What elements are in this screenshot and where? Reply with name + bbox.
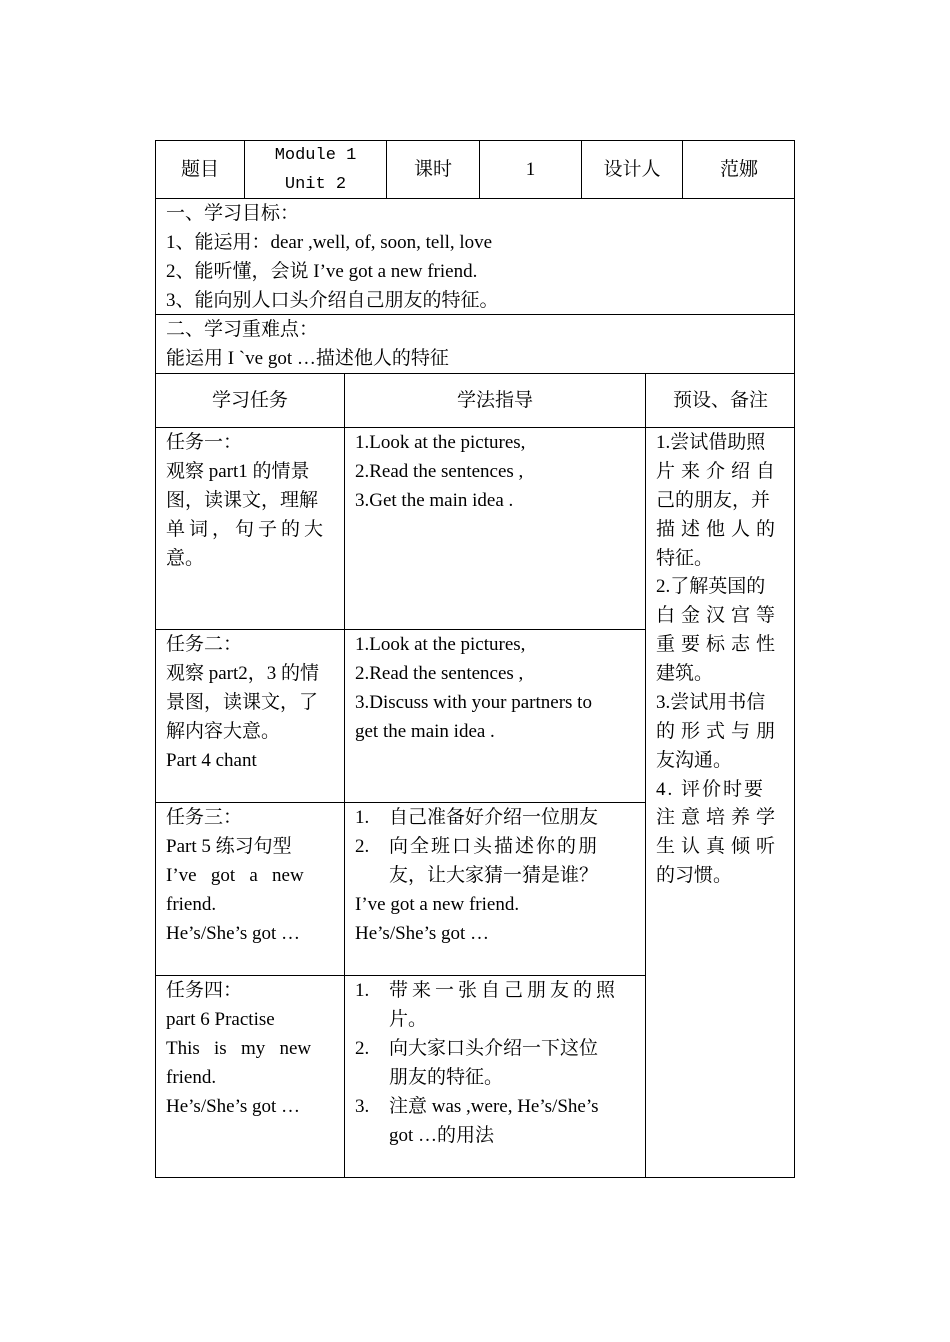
objective-item: 2、能听懂，会说 I’ve got a new friend.	[166, 261, 478, 282]
task4-guidance-num: 1.	[355, 980, 370, 1001]
note-line: 生认真倾听	[656, 836, 782, 857]
task2-guidance: 2.Read the sentences ,	[355, 663, 524, 684]
task1-line: 意。	[166, 548, 205, 569]
task4-line: He’s/She’s got …	[166, 1096, 301, 1117]
task2-line: 观察 part2，3 的情	[166, 663, 320, 684]
task2-line: 解内容大意。	[166, 721, 281, 742]
task3-guidance: I’ve got a new friend.	[355, 894, 520, 915]
note-line: 片来介绍自	[656, 461, 782, 482]
task4-line: friend.	[166, 1067, 217, 1088]
task1-line: 图，读课文，理解	[166, 490, 319, 511]
task4-line: 任务四：	[166, 980, 243, 1001]
task2-line: 景图，读课文，了	[166, 692, 319, 713]
key-points-title: 二、学习重难点：	[166, 319, 319, 340]
task2-guidance: 1.Look at the pictures,	[355, 634, 526, 655]
note-line: 注意培养学	[656, 807, 782, 828]
objectives-title: 一、学习目标：	[166, 203, 300, 224]
note-line: 己的朋友，并	[656, 490, 771, 511]
note-line: 重要标志性	[656, 634, 782, 655]
note-line: 白金汉宫等	[656, 605, 782, 626]
topic-value-line1: Module 1	[274, 146, 357, 165]
task3-line: Part 5 练习句型	[166, 836, 292, 857]
task1-line: 任务一：	[166, 432, 243, 453]
task2-line: Part 4 chant	[166, 750, 257, 771]
task4-guidance-num: 2.	[355, 1038, 370, 1059]
task1-guidance: 2.Read the sentences ,	[355, 461, 524, 482]
column-header-notes: 预设、备注	[672, 390, 768, 411]
task3-guidance: He’s/She’s got …	[355, 923, 490, 944]
task4-guidance: 注意 was ,were, He’s/She’s	[389, 1096, 599, 1117]
topic-value-line2: Unit 2	[284, 175, 347, 194]
task4-guidance: 向大家口头介绍一下这位	[389, 1038, 599, 1059]
task4-guidance-num: 3.	[355, 1096, 370, 1117]
period-value: 1	[525, 159, 536, 180]
note-line: 2.了解英国的	[656, 576, 766, 597]
task1-line: 观察 part1 的情景	[166, 461, 310, 482]
designer-label: 设计人	[603, 159, 661, 180]
note-line: 3.尝试用书信	[656, 692, 766, 713]
task3-guidance-num: 2.	[355, 836, 370, 857]
task3-guidance: 自己准备好介绍一位朋友	[389, 807, 599, 828]
note-line: 描述他人的	[656, 519, 782, 540]
task3-line: 任务三：	[166, 807, 243, 828]
column-header-task: 学习任务	[211, 390, 288, 411]
task4-guidance: 片。	[389, 1009, 428, 1030]
task3-line: I’ve got a new	[166, 865, 304, 886]
note-line: 友沟通。	[656, 750, 733, 771]
topic-label: 题目	[180, 159, 219, 180]
key-points-text: 能运用 I `ve got …描述他人的特征	[166, 348, 449, 369]
task3-guidance: 向全班口头描述你的朋	[389, 836, 600, 857]
note-line: 1.尝试借助照	[656, 432, 766, 453]
note-line: 的形式与朋	[656, 721, 782, 742]
task2-line: 任务二：	[166, 634, 243, 655]
designer-value: 范娜	[719, 159, 758, 180]
task3-guidance: 友，让大家猜一猜是谁？	[389, 865, 599, 886]
note-line: 建筑。	[656, 663, 714, 684]
column-header-guidance: 学法指导	[456, 390, 533, 411]
task3-line: friend.	[166, 894, 217, 915]
task4-guidance: got …的用法	[389, 1125, 495, 1146]
task3-guidance-num: 1.	[355, 807, 370, 828]
task4-guidance: 带来一张自己朋友的照	[389, 980, 620, 1001]
task2-guidance: get the main idea .	[355, 721, 495, 742]
task4-guidance: 朋友的特征。	[389, 1067, 504, 1088]
task4-line: This is my new	[166, 1038, 312, 1059]
objective-item: 1、能运用：dear ,well, of, soon, tell, love	[166, 232, 493, 253]
task1-guidance: 3.Get the main idea .	[355, 490, 514, 511]
note-line: 4. 评价时要	[656, 779, 766, 800]
task1-guidance: 1.Look at the pictures,	[355, 432, 526, 453]
note-line: 的习惯。	[656, 865, 733, 886]
task3-line: He’s/She’s got …	[166, 923, 301, 944]
task4-line: part 6 Practise	[166, 1009, 275, 1030]
task2-guidance: 3.Discuss with your partners to	[355, 692, 592, 713]
note-line: 特征。	[656, 548, 714, 569]
task1-line: 单词，句子的大	[166, 519, 328, 540]
objective-item: 3、能向别人口头介绍自己朋友的特征。	[166, 290, 499, 311]
period-label: 课时	[413, 159, 452, 180]
